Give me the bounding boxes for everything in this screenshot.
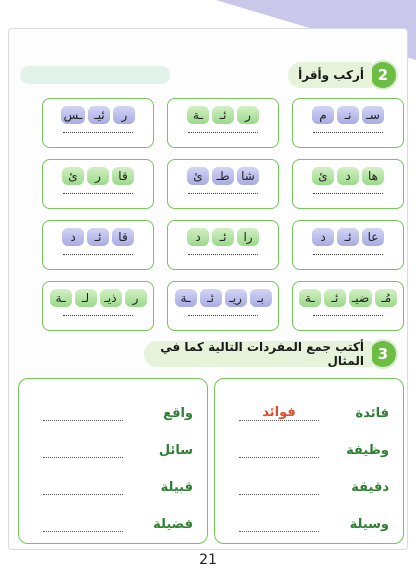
answer-dotted-line[interactable] (188, 315, 258, 316)
answer-dotted-line[interactable] (188, 193, 258, 194)
plural-answer-field[interactable] (239, 406, 319, 421)
syllable-pill: عا (362, 228, 384, 246)
plural-answer-field[interactable] (239, 517, 319, 532)
syllable-pills (187, 228, 259, 246)
syllable-pill: د (62, 228, 84, 246)
syllable-card (292, 281, 404, 331)
syllable-pills (187, 167, 259, 185)
plural-answer-field[interactable] (43, 480, 123, 495)
syllable-pill: ـة (50, 289, 72, 307)
syllable-pill: نـ (337, 106, 359, 124)
syllable-pill: لـ (75, 289, 97, 307)
answer-dotted-line[interactable] (188, 254, 258, 255)
syllable-pill: د (187, 228, 209, 246)
singular-word: دقيقة (351, 480, 389, 495)
singular-word: سائل (158, 443, 193, 458)
syllable-pill: سـ (362, 106, 384, 124)
syllable-pill: مُـ (375, 289, 397, 307)
syllable-pill: قا (112, 228, 134, 246)
syllable-pill: ئ (187, 167, 209, 185)
syllable-pill: طـ (212, 167, 234, 185)
plural-answer-field[interactable] (239, 480, 319, 495)
section-number-badge: 2 (370, 62, 396, 88)
syllable-card (292, 98, 404, 148)
syllable-pill: ـة (299, 289, 321, 307)
answer-dotted-line[interactable] (188, 132, 258, 133)
syllable-pills (312, 228, 384, 246)
syllable-pill: شا (237, 167, 259, 185)
section-2-header (288, 62, 396, 88)
answer-dotted-line[interactable] (63, 315, 133, 316)
section-number-badge: 3 (370, 341, 396, 367)
syllable-pill: ـة (187, 106, 209, 124)
plural-row (215, 471, 403, 495)
syllable-pill: قا (112, 167, 134, 185)
plural-answer-field[interactable] (239, 443, 319, 458)
syllable-pill: د (337, 167, 359, 185)
syllable-pill: ئـ (212, 106, 234, 124)
syllable-pill: ر (125, 289, 147, 307)
syllable-pills (299, 289, 397, 307)
singular-word: فضيلة (153, 517, 193, 532)
syllable-pill: ذيـ (100, 289, 122, 307)
answer-dotted-line[interactable] (313, 254, 383, 255)
syllable-card (167, 98, 279, 148)
syllable-pill: ـة (175, 289, 197, 307)
syllable-pills (312, 106, 384, 124)
syllable-pill: را (237, 228, 259, 246)
plural-row (19, 434, 207, 458)
plural-row (19, 508, 207, 532)
syllable-pill: ئ (62, 167, 84, 185)
syllable-card (292, 159, 404, 209)
syllable-pill: ضيـ (349, 289, 372, 307)
plural-answer-field[interactable] (43, 443, 123, 458)
singular-word: واقع (163, 406, 193, 421)
syllable-pill: ريـ (225, 289, 247, 307)
syllable-pill: د (312, 228, 334, 246)
syllable-pill: ئ (312, 167, 334, 185)
syllable-pill: بـ (250, 289, 272, 307)
plural-answer-field[interactable] (43, 517, 123, 532)
syllable-card (42, 220, 154, 270)
syllable-pills (187, 106, 259, 124)
syllable-pill: ئـ (324, 289, 346, 307)
syllable-card (167, 281, 279, 331)
syllable-pill: ئـ (212, 228, 234, 246)
section-title: أركب وأقرأ (288, 62, 372, 88)
plural-row (215, 434, 403, 458)
syllable-card (167, 159, 279, 209)
plural-row (215, 397, 403, 421)
syllable-pill: ر (237, 106, 259, 124)
plural-panel-left (18, 378, 208, 544)
singular-word: وسيلة (349, 517, 389, 532)
section-title: أكتب جمع المفردات التالية كما في المثال (144, 341, 372, 367)
plural-row (215, 508, 403, 532)
syllable-pill: ها (362, 167, 384, 185)
syllable-pills (50, 289, 147, 307)
plural-answer-text: فوائد (262, 405, 296, 420)
syllable-pill: ئـ (200, 289, 222, 307)
syllable-pills (62, 167, 134, 185)
answer-dotted-line[interactable] (313, 193, 383, 194)
syllable-card (292, 220, 404, 270)
syllable-pills (62, 228, 134, 246)
section-3-header (144, 341, 396, 367)
plural-answer-field[interactable] (43, 406, 123, 421)
syllable-card (42, 159, 154, 209)
page-number: 21 (199, 552, 217, 568)
answer-dotted-line[interactable] (63, 254, 133, 255)
syllable-pill: ئـ (87, 228, 109, 246)
plural-row (19, 397, 207, 421)
singular-word: وظيفة (346, 443, 389, 458)
answer-dotted-line[interactable] (313, 315, 383, 316)
syllable-pills (312, 167, 384, 185)
syllable-pill: ئيـ (88, 106, 110, 124)
plural-panel-right (214, 378, 404, 544)
syllable-card-grid (22, 98, 404, 331)
answer-dotted-line[interactable] (63, 193, 133, 194)
syllable-pills (175, 289, 272, 307)
answer-dotted-line[interactable] (313, 132, 383, 133)
syllable-pills (61, 106, 136, 124)
syllable-pill: ر (87, 167, 109, 185)
syllable-card (167, 220, 279, 270)
syllable-card (42, 281, 154, 331)
faded-background-bar (20, 66, 170, 84)
syllable-pill: ئـ (337, 228, 359, 246)
syllable-pill: ـس (61, 106, 86, 124)
singular-word: فائدة (355, 406, 389, 421)
plural-row (19, 471, 207, 495)
answer-dotted-line[interactable] (63, 132, 133, 133)
syllable-pill: م (312, 106, 334, 124)
singular-word: قبيلة (160, 480, 193, 495)
syllable-card (42, 98, 154, 148)
syllable-pill: ر (113, 106, 135, 124)
